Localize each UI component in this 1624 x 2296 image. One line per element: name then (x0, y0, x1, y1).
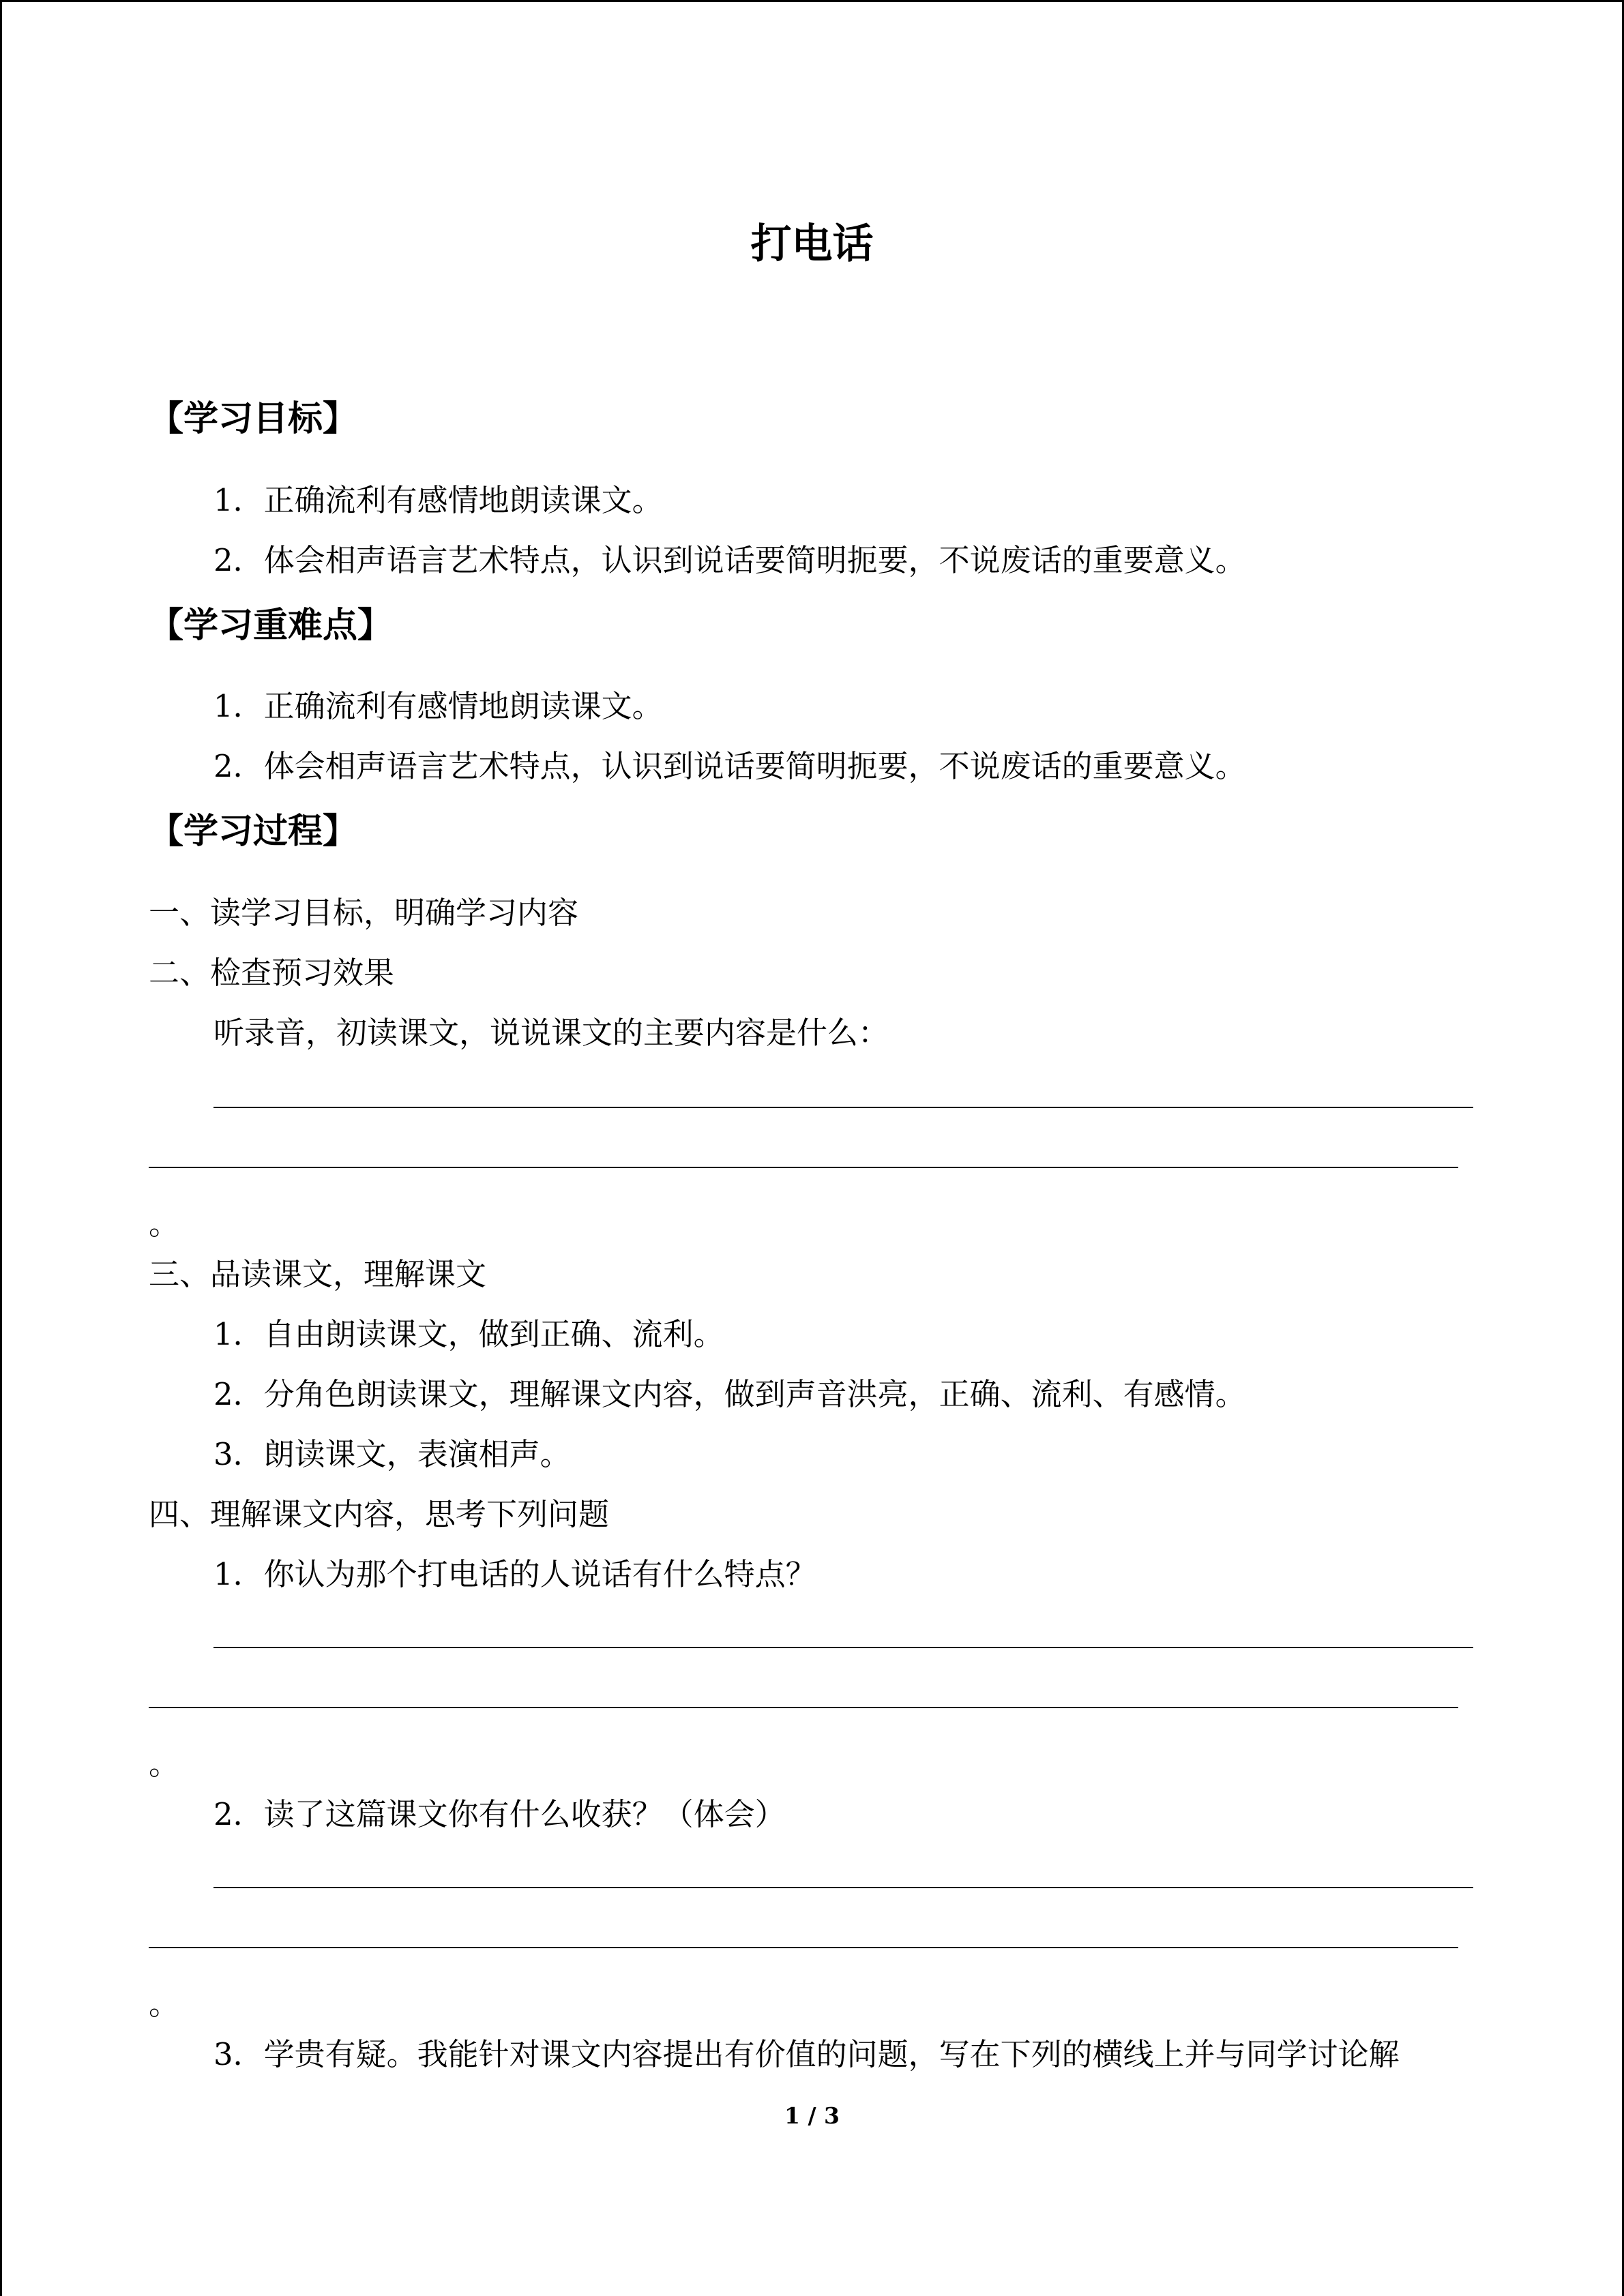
key-point-item-2: 2．体会相声语言艺术特点，认识到说话要简明扼要，不说废话的重要意义。 (213, 748, 1246, 784)
part-3-item-2: 2．分角色朗读课文，理解课文内容，做到声音洪亮，正确、流利、有感情。 (213, 1376, 1246, 1412)
answer-period: 。 (149, 1986, 180, 2022)
key-point-item-1: 1．正确流利有感情地朗读课文。 (213, 688, 663, 724)
goal-item-2: 2．体会相声语言艺术特点，认识到说话要简明扼要，不说废话的重要意义。 (213, 542, 1246, 578)
question-3: 3．学贵有疑。我能针对课文内容提出有价值的问题，写在下列的横线上并与同学讨论解 (213, 2036, 1400, 2072)
process-part-3: 三、品读课文，理解课文 (149, 1256, 487, 1292)
key-points-heading: 【学习重难点】 (149, 606, 393, 646)
answer-line[interactable] (149, 1167, 1458, 1168)
goal-item-1: 1．正确流利有感情地朗读课文。 (213, 482, 663, 518)
page-border-top (0, 0, 1624, 2)
answer-period: 。 (149, 1746, 180, 1782)
page-border-left (0, 0, 2, 2296)
page-number: 1 / 3 (784, 2102, 840, 2129)
answer-line[interactable] (213, 1107, 1473, 1108)
page-title: 打电话 (750, 220, 874, 268)
answer-line[interactable] (213, 1887, 1473, 1888)
part-3-item-1: 1．自由朗读课文，做到正确、流利。 (213, 1316, 724, 1352)
answer-period: 。 (149, 1206, 180, 1242)
answer-line[interactable] (213, 1647, 1473, 1648)
question-1: 1．你认为那个打电话的人说话有什么特点？ (213, 1556, 816, 1592)
process-part-4: 四、理解课文内容，思考下列问题 (149, 1496, 610, 1532)
answer-line[interactable] (149, 1947, 1458, 1948)
process-part-1: 一、读学习目标，明确学习内容 (149, 895, 579, 931)
process-part-2: 二、检查预习效果 (149, 955, 395, 991)
answer-line[interactable] (149, 1707, 1458, 1708)
goals-heading: 【学习目标】 (149, 399, 358, 439)
part-3-item-3: 3．朗读课文，表演相声。 (213, 1436, 571, 1472)
question-2: 2．读了这篇课文你有什么收获？（体会） (213, 1796, 786, 1832)
process-heading: 【学习过程】 (149, 811, 358, 852)
process-part-2-prompt: 听录音，初读课文，说说课文的主要内容是什么： (213, 1015, 889, 1051)
